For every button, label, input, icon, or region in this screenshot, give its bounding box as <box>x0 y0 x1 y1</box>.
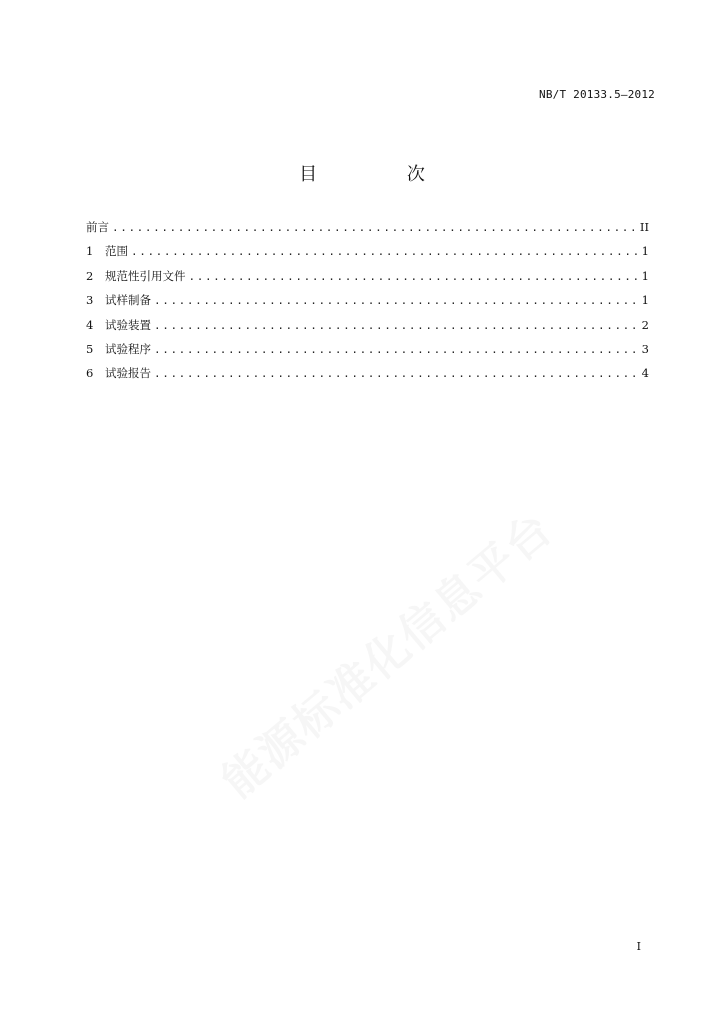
toc-entry-number: 2 <box>86 268 94 283</box>
toc-leader-dots <box>154 293 639 309</box>
page-title: 目 次 <box>299 164 467 185</box>
toc-leader-dots <box>154 366 639 382</box>
toc-entry-page: 4 <box>641 366 649 381</box>
page-number: I <box>636 940 641 953</box>
toc-entry-number: 3 <box>86 293 94 308</box>
toc-entry-page: 1 <box>641 244 649 259</box>
toc-entry-number: 5 <box>86 341 94 356</box>
toc-leader-dots <box>189 269 639 285</box>
toc-entry-number: 1 <box>86 244 94 259</box>
toc-entry-5[interactable] <box>86 341 649 365</box>
standard-code: NB/T 20133.5—2012 <box>539 88 655 101</box>
toc-entry-label: 试样制备 <box>105 293 151 308</box>
toc-leader-dots <box>154 318 639 334</box>
toc-entry-number: 6 <box>86 366 94 381</box>
toc-entry-page: 2 <box>641 317 649 332</box>
toc-entry-label: 试验程序 <box>105 341 151 356</box>
toc-entry-label: 范围 <box>105 244 128 259</box>
toc-entry-foreword[interactable] <box>86 219 649 243</box>
toc-entry-6[interactable] <box>86 365 649 389</box>
toc-entry-page: II <box>639 220 649 234</box>
toc-entry-2[interactable] <box>86 268 649 292</box>
toc-entry-label: 试验装置 <box>105 317 151 332</box>
toc-entry-4[interactable] <box>86 317 649 341</box>
toc-entry-label: 规范性引用文件 <box>105 268 186 283</box>
toc-entry-page: 1 <box>641 268 649 283</box>
toc-entry-1[interactable] <box>86 243 649 267</box>
toc-leader-dots <box>154 342 639 358</box>
table-of-contents <box>86 219 649 390</box>
toc-leader-dots <box>131 244 639 260</box>
watermark: 能源标准化信息平台 <box>212 502 563 809</box>
toc-entry-3[interactable] <box>86 292 649 316</box>
toc-entry-number: 4 <box>86 317 94 332</box>
toc-entry-label: 试验报告 <box>105 366 151 381</box>
toc-entry-page: 1 <box>641 293 649 308</box>
toc-entry-label: 前言 <box>86 220 109 234</box>
toc-entry-page: 3 <box>641 341 649 356</box>
toc-leader-dots <box>112 220 637 236</box>
